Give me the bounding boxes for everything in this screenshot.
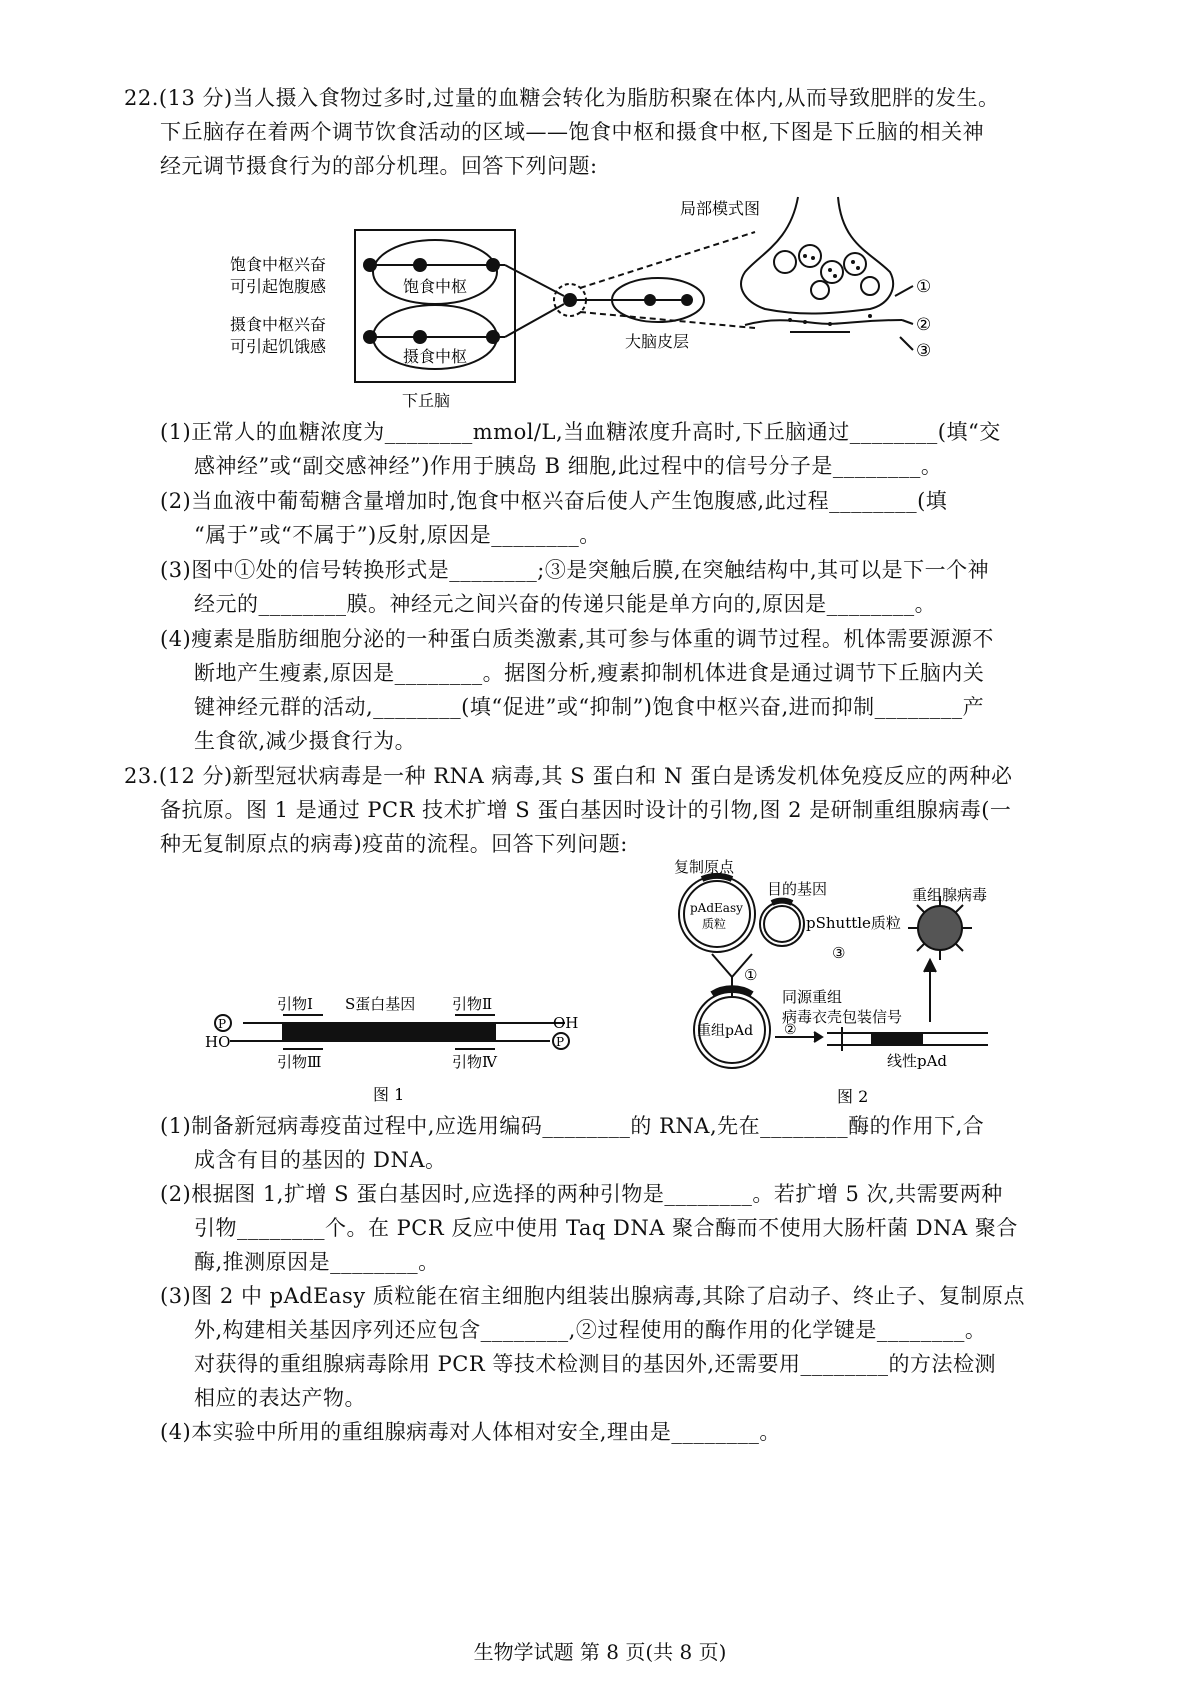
target-gene-label: 目的基因 [767, 880, 828, 898]
postsynaptic-membrane [745, 320, 902, 325]
feeding-center-label: 摄食中枢 [403, 347, 468, 366]
primer-1-label: 引物Ⅰ [277, 995, 313, 1013]
q23-sub-1b: 成含有目的基因的 DNA。 [194, 1148, 447, 1172]
left-label-1b: 可引起饱腹感 [230, 277, 327, 296]
cortex-label: 大脑皮层 [625, 332, 690, 351]
q23-sub-4: (4)本实验中所用的重组腺病毒对人体相对安全,理由是________。 [160, 1420, 781, 1444]
oh-label: OH [553, 1014, 579, 1032]
q23-sub-2a: (2)根据图 1,扩增 S 蛋白基因时,应选择的两种引物是________。若扩增 5 次,共需要两种 [160, 1182, 1003, 1206]
q22-stem-line-2: 下丘脑存在着两个调节饮食活动的区域——饱食中枢和摄食中枢,下图是下丘脑的相关神 [160, 120, 985, 144]
q23-sub-3b: 外,构建相关基因序列还应包含________,②过程使用的酶作用的化学键是________。 [194, 1318, 987, 1342]
s-gene-label: S蛋白基因 [345, 995, 416, 1013]
pshuttle-plasmid [760, 902, 804, 946]
left-label-2b: 可引起饥饿感 [230, 337, 327, 356]
q23-stem-line-1: 23.(12 分)新型冠状病毒是一种 RNA 病毒,其 S 蛋白和 N 蛋白是诱发机体免疫反应的两种必 [124, 764, 1013, 788]
q22-figure [230, 192, 1030, 417]
packaging-signal-label: 病毒衣壳包装信号 [782, 1008, 903, 1026]
q23-sub-1a: (1)制备新冠病毒疫苗过程中,应选用编码________的 RNA,先在________酶的作用下,合 [160, 1114, 985, 1138]
q22-sub-4c: 键神经元群的活动,________(填“促进”或“抑制”)饱食中枢兴奋,进而抑制________产 [194, 695, 985, 719]
step-3-label: ③ [832, 944, 846, 962]
q22-stem-line-1: 22.(13 分)当人摄入食物过多时,过量的血糖会转化为脂肪积聚在体内,从而导致肥胖的发生。 [124, 86, 1000, 110]
linear-pad-label: 线性pAd [887, 1052, 948, 1070]
q22-sub-1b: 感神经”或“副交感神经”)作用于胰岛 B 细胞,此过程中的信号分子是________。 [194, 454, 943, 478]
satiety-center-label: 饱食中枢 [403, 277, 468, 296]
p-label-left: P [218, 1017, 227, 1031]
fig2-vaccine-flow [672, 852, 1067, 1110]
homologous-recomb-label: 同源重组 [782, 988, 843, 1006]
q22-sub-1a: (1)正常人的血糖浓度为________mmol/L,当血糖浓度升高时,下丘脑通过________(填“交 [160, 420, 1001, 444]
q23-sub-3a: (3)图 2 中 pAdEasy 质粒能在宿主细胞内组装出腺病毒,其除了启动子、终止子、复制原点 [160, 1284, 1026, 1308]
mark-3: ③ [916, 341, 932, 361]
padeasy-plasmid-label: 质粒 [702, 917, 727, 931]
left-label-1a: 饱食中枢兴奋 [230, 255, 327, 274]
recomb-pad-label: 重组pAd [697, 1023, 754, 1039]
q22-stem-line-3: 经元调节摄食行为的部分机理。回答下列问题: [160, 154, 598, 178]
mark-1: ① [916, 277, 932, 297]
step-1-label: ① [744, 966, 758, 984]
ho-label: HO [205, 1033, 231, 1051]
presynaptic-terminal [741, 197, 893, 314]
left-label-2a: 摄食中枢兴奋 [230, 315, 327, 334]
q22-sub-4d: 生食欲,减少摄食行为。 [194, 729, 417, 753]
pshuttle-label: pShuttle质粒 [806, 914, 901, 932]
primer-3-label: 引物Ⅲ [277, 1053, 322, 1071]
q22-sub-3b: 经元的________膜。神经元之间兴奋的传递只能是单方向的,原因是________。 [194, 592, 937, 616]
hypothalamus-label: 下丘脑 [402, 391, 451, 410]
q22-sub-4a: (4)瘦素是脂肪细胞分泌的一种蛋白质类激素,其可参与体重的调节过程。机体需要源源不 [160, 627, 994, 651]
local-diagram-label: 局部模式图 [680, 199, 761, 218]
fig1-caption: 图 1 [373, 1085, 405, 1104]
q23-sub-2c: 酶,推测原因是________。 [194, 1250, 440, 1274]
q22-sub-2b: “属于”或“不属于”)反射,原因是________。 [194, 523, 601, 547]
origin-label: 复制原点 [674, 858, 735, 876]
mark-2: ② [916, 315, 932, 335]
step-2-label: ② [784, 1022, 797, 1038]
recomb-virus [918, 906, 962, 950]
fig2-caption: 图 2 [837, 1087, 869, 1106]
primer-2-label: 引物Ⅱ [452, 995, 493, 1013]
q23-stem-line-3: 种无复制原点的病毒)疫苗的流程。回答下列问题: [160, 832, 628, 856]
q23-stem-line-2: 备抗原。图 1 是通过 PCR 技术扩增 S 蛋白基因时设计的引物,图 2 是研制重组腺病毒(一 [160, 798, 1012, 822]
q22-sub-2a: (2)当血液中葡萄糖含量增加时,饱食中枢兴奋后使人产生饱腹感,此过程________(填 [160, 489, 948, 513]
fig1-primers [205, 985, 625, 1105]
page-footer: 生物学试题 第 8 页(共 8 页) [473, 1640, 727, 1664]
q22-sub-3a: (3)图中①处的信号转换形式是________;③是突触后膜,在突触结构中,其可以是下一个神 [160, 558, 990, 582]
q23-sub-3d: 相应的表达产物。 [194, 1386, 366, 1410]
q22-sub-4b: 断地产生瘦素,原因是________。据图分析,瘦素抑制机体进食是通过调节下丘脑内关 [194, 661, 985, 685]
p-label-right: P [556, 1035, 565, 1049]
q23-sub-3c: 对获得的重组腺病毒除用 PCR 等技术检测目的基因外,还需要用________的方法检测 [194, 1352, 997, 1376]
padeasy-label: pAdEasy [690, 901, 743, 915]
q23-sub-2b: 引物________个。在 PCR 反应中使用 Taq DNA 聚合酶而不使用大肠杆菌 DNA 聚合 [194, 1216, 1018, 1240]
recomb-virus-label: 重组腺病毒 [912, 886, 988, 904]
primer-4-label: 引物Ⅳ [452, 1053, 497, 1071]
